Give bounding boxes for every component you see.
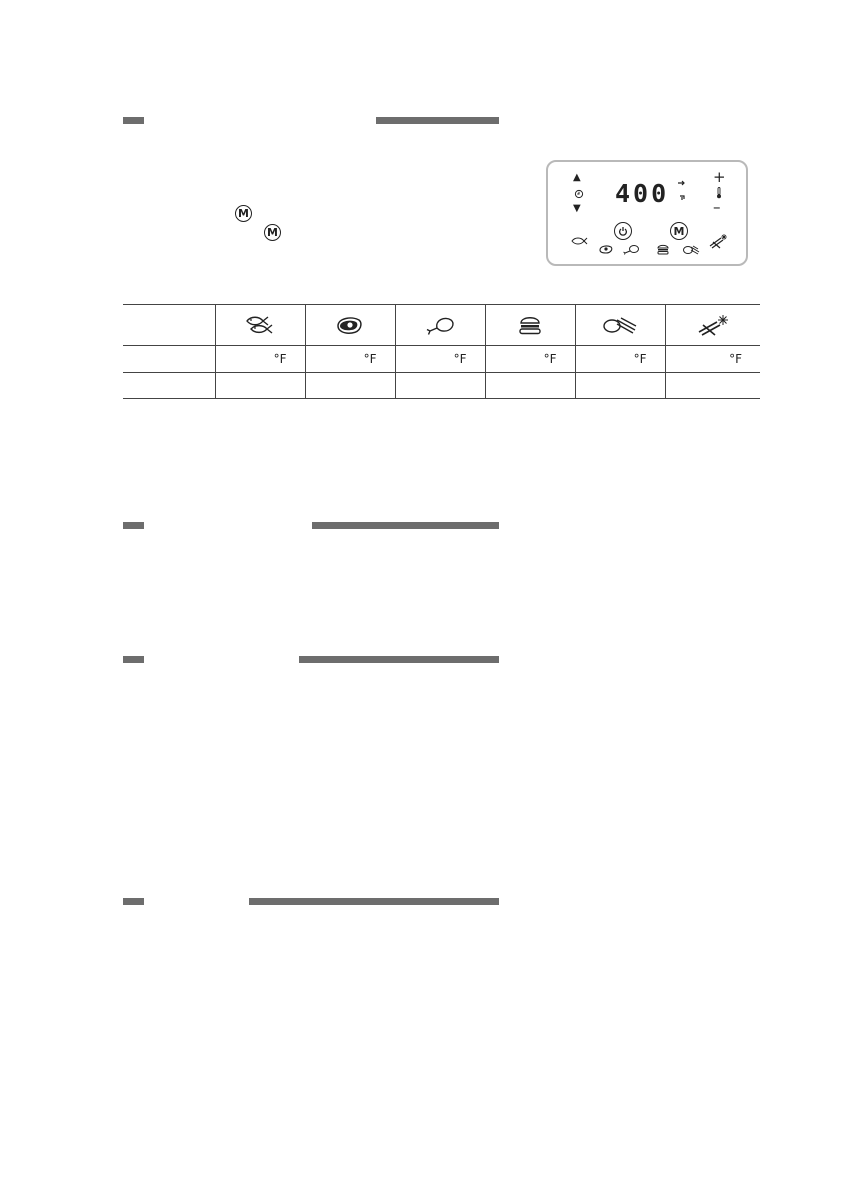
section-1-marker-long: [376, 117, 499, 124]
temperature-cell: °F: [485, 346, 575, 373]
header-fish: [215, 305, 305, 346]
time-cell: [575, 373, 665, 399]
section-2-marker-long: [312, 522, 499, 529]
section-4-marker-short: [123, 898, 144, 905]
table-row-label: [123, 305, 215, 346]
temperature-cell: °F: [575, 346, 665, 373]
header-chicken: [395, 305, 485, 346]
section-3-marker-short: [123, 656, 144, 663]
table-row: [123, 305, 760, 346]
table-row-label: [123, 373, 215, 399]
chicken-leg-icon: [423, 314, 457, 336]
steak-icon: [598, 244, 614, 254]
menu-button-glyph: M: [235, 205, 252, 222]
section-2-marker-short: [123, 522, 144, 529]
section-1-marker-short: [123, 117, 144, 124]
temp-minus-label: –: [713, 198, 721, 216]
temperature-cell: °F: [215, 346, 305, 373]
temperature-cell: °F: [395, 346, 485, 373]
heat-indicator-icon: [677, 179, 687, 203]
fish-icon: [570, 236, 588, 246]
chicken-icon: [622, 243, 640, 255]
header-burger: [485, 305, 575, 346]
time-cell: [485, 373, 575, 399]
section-4-marker-long: [249, 898, 499, 905]
burger-icon: [517, 314, 543, 336]
power-icon: [614, 222, 632, 240]
steak-icon: [335, 314, 365, 336]
time-cell: [395, 373, 485, 399]
header-steak: [305, 305, 395, 346]
menu-button-glyph: M: [264, 224, 281, 241]
cooking-preset-table: [123, 304, 760, 399]
potato-fries-icon: [682, 243, 700, 255]
table-row-label: [123, 346, 215, 373]
temperature-cell: °F: [665, 346, 760, 373]
header-frozen-fries: [665, 305, 760, 346]
section-3-marker-long: [299, 656, 499, 663]
fish-icon: [243, 314, 277, 336]
time-cell: [215, 373, 305, 399]
time-cell: [305, 373, 395, 399]
frozen-fries-icon: [708, 233, 728, 249]
digital-display: 400: [615, 179, 670, 208]
time-down-arrow: ▼: [573, 203, 581, 214]
temp-plus-label: +: [713, 168, 726, 186]
header-potato-fries: [575, 305, 665, 346]
temperature-cell: °F: [305, 346, 395, 373]
table-row: [123, 373, 760, 399]
timer-icon: [574, 189, 584, 199]
time-cell: [665, 373, 760, 399]
burger-icon: [656, 243, 670, 255]
potato-fries-icon: [601, 314, 639, 336]
menu-button: M: [670, 222, 688, 240]
control-panel-illustration: [546, 160, 748, 266]
table-row: [123, 346, 760, 373]
time-up-arrow: ▲: [573, 172, 581, 183]
frozen-fries-icon: [695, 314, 731, 336]
